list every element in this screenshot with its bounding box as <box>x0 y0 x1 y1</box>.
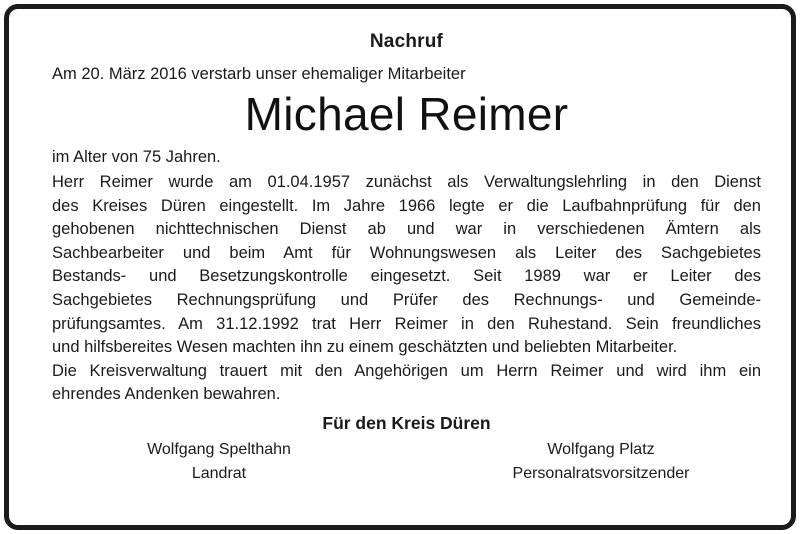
signoff: Für den Kreis Düren <box>322 412 491 433</box>
signer-right <box>441 438 761 486</box>
signer-left <box>54 438 384 486</box>
body-line: Sachbearbeiter und beim Amt für Wohnungswesen als Leiter des Sachgebietes <box>52 243 761 262</box>
notice-frame <box>4 4 796 530</box>
closing-line: ehrendes Andenken bewahren. <box>52 385 281 404</box>
body-line: Bestands- und Besetzungskontrolle eingesetzt. Seit 1989 war er Leiter des <box>52 267 761 286</box>
signer-role: Landrat <box>191 464 247 482</box>
signer-role: Personalratsvorsitzender <box>512 464 690 482</box>
notice-content <box>52 31 761 486</box>
body-line: Herr Reimer wurde am 01.04.1957 zunächst als Verwaltungslehrling in den Dienst <box>52 173 761 191</box>
body-line: gehobenen nichttechnischen Dienst ab und war in verschiedenen Ämtern als <box>52 220 761 239</box>
closing-line: Die Kreisverwaltung trauert mit den Angehörigen um Herrn Reimer und wird ihm ein <box>52 361 761 380</box>
body-line: Sachgebietes Rechnungsprüfung und Prüfer des Rechnungs- und Gemeinde- <box>52 290 761 309</box>
deceased-name: Michael Reimer <box>244 88 569 140</box>
closing-paragraph <box>52 360 761 407</box>
notice-title: Nachruf <box>369 31 444 52</box>
signers <box>52 438 761 486</box>
body-line: und hilfsbereites Wesen machten ihn zu einem geschätzten und beliebten Mitarbeiter. <box>52 338 678 357</box>
signer-name: Wolfgang Platz <box>547 440 655 458</box>
body-line: des Kreises Düren eingestellt. Im Jahre 1966 legte er die Laufbahnprüfung für den <box>52 196 761 215</box>
age-line: im Alter von 75 Jahren. <box>52 148 221 166</box>
intro-line: Am 20. März 2016 verstarb unser ehemaliger Mitarbeiter <box>52 65 466 83</box>
body-paragraph <box>52 171 761 360</box>
signer-name: Wolfgang Spelthahn <box>147 440 291 458</box>
body-line: prüfungsamtes. Am 31.12.1992 trat Herr Reimer in den Ruhestand. Sein freundliches <box>52 314 761 333</box>
